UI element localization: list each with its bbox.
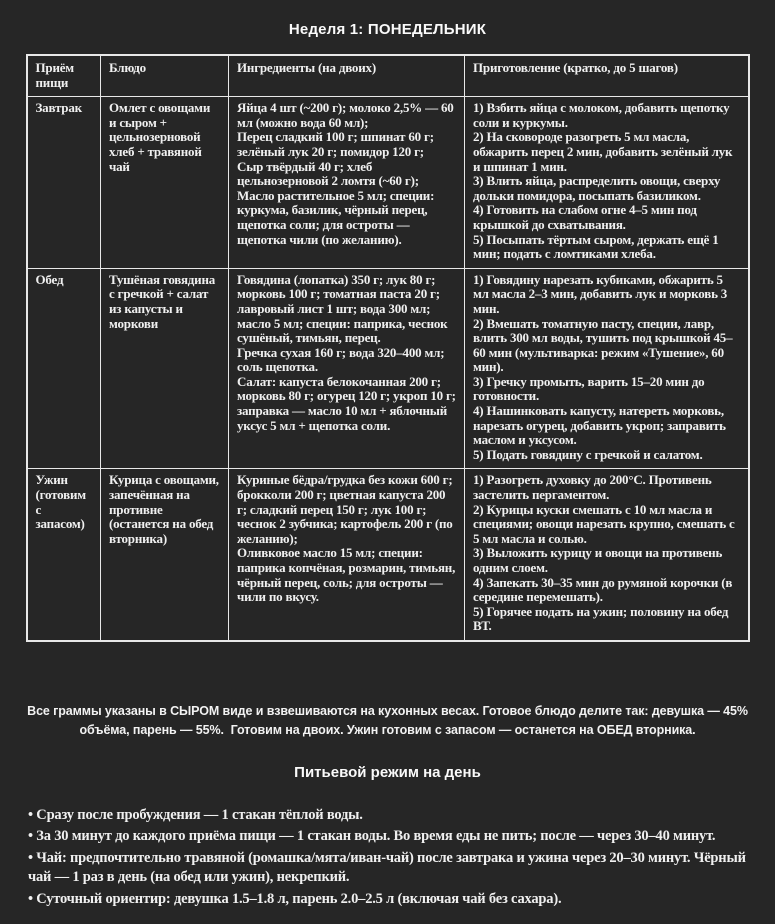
cell-line: 1) Говядину нарезать кубиками, обжарить 5 мл масла 2–3 мин, добавить лук и морковь 3 мин. [473,271,728,316]
cell-line: Обед [35,271,64,287]
hydration-item: • Суточный ориентир: девушка 1.5–1.8 л, парень 2.0–2.5 л (включая чай без сахара). [28,890,562,907]
cell-line: Завтрак [35,100,82,116]
cell-line: Омлет с овощами и сыром + цельнозерновой хлеб + травяной чай [109,100,211,174]
cell-line: Тушёная говядина с гречкой + салат из капусты и моркови [109,271,216,331]
cell-line: Куриные бёдра/грудка без кожи 600 г; брокколи 200 г; цветная капуста 200 г; сладкий перец 150 г; лук 100 г; чеснок 2 зубчика; картофель 200 г (по желанию); [237,472,453,546]
cell-line: Масло растительное 5 мл; специи: куркума, базилик, чёрный перец, щепотка соли; для остроты — щепотка чили (по желанию). [237,187,435,247]
steps-cell [465,268,749,469]
cell-line: 2) Вмешать томатную пасту, специи, лавр, влить 300 мл воды, тушить под крышкой 45–60 мин (мультиварка: режим «Тушение», 60 мин). [473,315,733,375]
cell-line: 3) Выложить курицу и овощи на противень одним слоем. [473,545,723,575]
table-row [27,469,749,641]
cell-line: 5) Подать говядину с гречкой и салатом. [473,446,703,462]
cell-line: 2) Курицы куски смешать с 10 мл масла и специями; овощи нарезать крупно, смешать с 5 мл масла и солью. [473,501,735,546]
table-row [27,268,749,469]
steps-cell [465,469,749,641]
dish-cell [101,469,229,641]
cell-line: Говядина (лопатка) 350 г; лук 80 г; морковь 100 г; томатная паста 20 г; лавровый лист 1 шт; вода 300 мл; масло 5 мл; специи: паприка, чеснок сушёный, тимьян, перец. [237,271,448,346]
column-header-ingredients: Ингредиенты (на двоих) [229,55,465,97]
cell-line: 1) Взбить яйца с молоком, добавить щепотку соли и куркумы. [473,100,730,130]
cell-line: 1) Разогреть духовку до 200°C. Противень застелить пергаментом. [473,472,712,503]
cell-line: Салат: капуста белокочанная 200 г; морковь 80 г; огурец 120 г; укроп 10 г; заправка — масло 10 мл + яблочный уксус 5 мл + щепотка соли. [237,373,456,433]
meal-plan-header [27,55,749,97]
cell-line: Перец сладкий 100 г; шпинат 60 г; зелёный лук 20 г; помидор 120 г; [237,129,434,159]
cell-line: 5) Посыпать тёртым сыром, держать ещё 1 мин; подать с ломтиками хлеба. [473,231,719,262]
cell-line: 2) На сковороде разогреть 5 мл масла, обжарить перец 2 мин, добавить зелёный лук и шпинат 1 мин. [473,129,733,174]
meal-cell [27,268,101,469]
table-row [27,97,749,269]
meal-cell [27,469,101,641]
dish-cell [101,97,229,269]
hydration-item: • За 30 минут до каждого приёма пищи — 1 стакан воды. Во время еды не пить; после — через 30–40 минут. [28,828,716,845]
page-title: Неделя 1: ПОНЕДЕЛЬНИК [288,21,487,38]
column-header-preparation: Приготовление (кратко, до 5 шагов) [465,55,749,97]
cell-line: 3) Гречку промыть, варить 15–20 мин до готовности. [473,373,705,404]
cell-line: 5) Горячее подать на ужин; половину на обед ВТ. [473,603,729,634]
cell-line: Ужин (готовим с запасом) [35,472,86,532]
steps-cell [465,97,749,269]
cell-line: Сыр твёрдый 40 г; хлеб цельнозерновой 2 ломтя (~60 г); [237,158,419,189]
meal-plan-body [27,97,749,641]
meal-cell [27,97,101,269]
cell-line: 4) Нашинковать капусту, натереть морковь, нарезать огурец, добавить укроп; заправить маслом и уксусом. [473,403,726,448]
cell-line: Гречка сухая 160 г; вода 320–400 мл; соль щепотка. [237,344,445,375]
ingredients-cell [229,268,465,469]
hydration-item: • Чай: предпочтительно травяной (ромашка/мята/иван-чай) после завтрака и ужина через 20–30 минут. Чёрный чай — 1 раз в день (на обед или ужин), некрепкий. [28,849,746,886]
hydration-heading: Питьевой режим на день [294,763,481,781]
column-header-meal: Приём пищи [27,55,101,97]
header-row [27,55,749,97]
cell-line: Оливковое масло 15 мл; специи: паприка копчёная, розмарин, тимьян, чёрный перец, соль; для остроты — чили по вкусу. [237,545,456,605]
cell-line: 4) Готовить на слабом огне 4–5 мин под крышкой до схватывания. [473,202,697,232]
portion-note: Все граммы указаны в СЫРОМ виде и взвешиваются на кухонных весах. Готовое блюдо делите так: девушка — 45% объёма, парень — 55%. Готовим на двоих. Ужин готовим с запасом — останется на ОБЕД вторника. [27,703,752,737]
cell-line: Курица с овощами, запечённая на противне (останется на обед вторника) [109,472,219,546]
cell-line: Яйца 4 шт (~200 г); молоко 2,5% — 60 мл (можно вода 60 мл); [237,100,454,130]
ingredients-cell [229,97,465,269]
meal-plan-table [26,54,750,642]
column-header-dish: Блюдо [101,55,229,97]
cell-line: 4) Запекать 30–35 мин до румяной корочки (в середине перемешать). [473,574,733,605]
ingredients-cell [229,469,465,641]
hydration-item: • Сразу после пробуждения — 1 стакан тёплой воды. [28,806,363,823]
dish-cell [101,268,229,469]
cell-line: 3) Влить яйца, распределить овощи, сверху дольки помидора, посыпать базиликом. [473,173,721,203]
hydration-list [28,806,755,910]
